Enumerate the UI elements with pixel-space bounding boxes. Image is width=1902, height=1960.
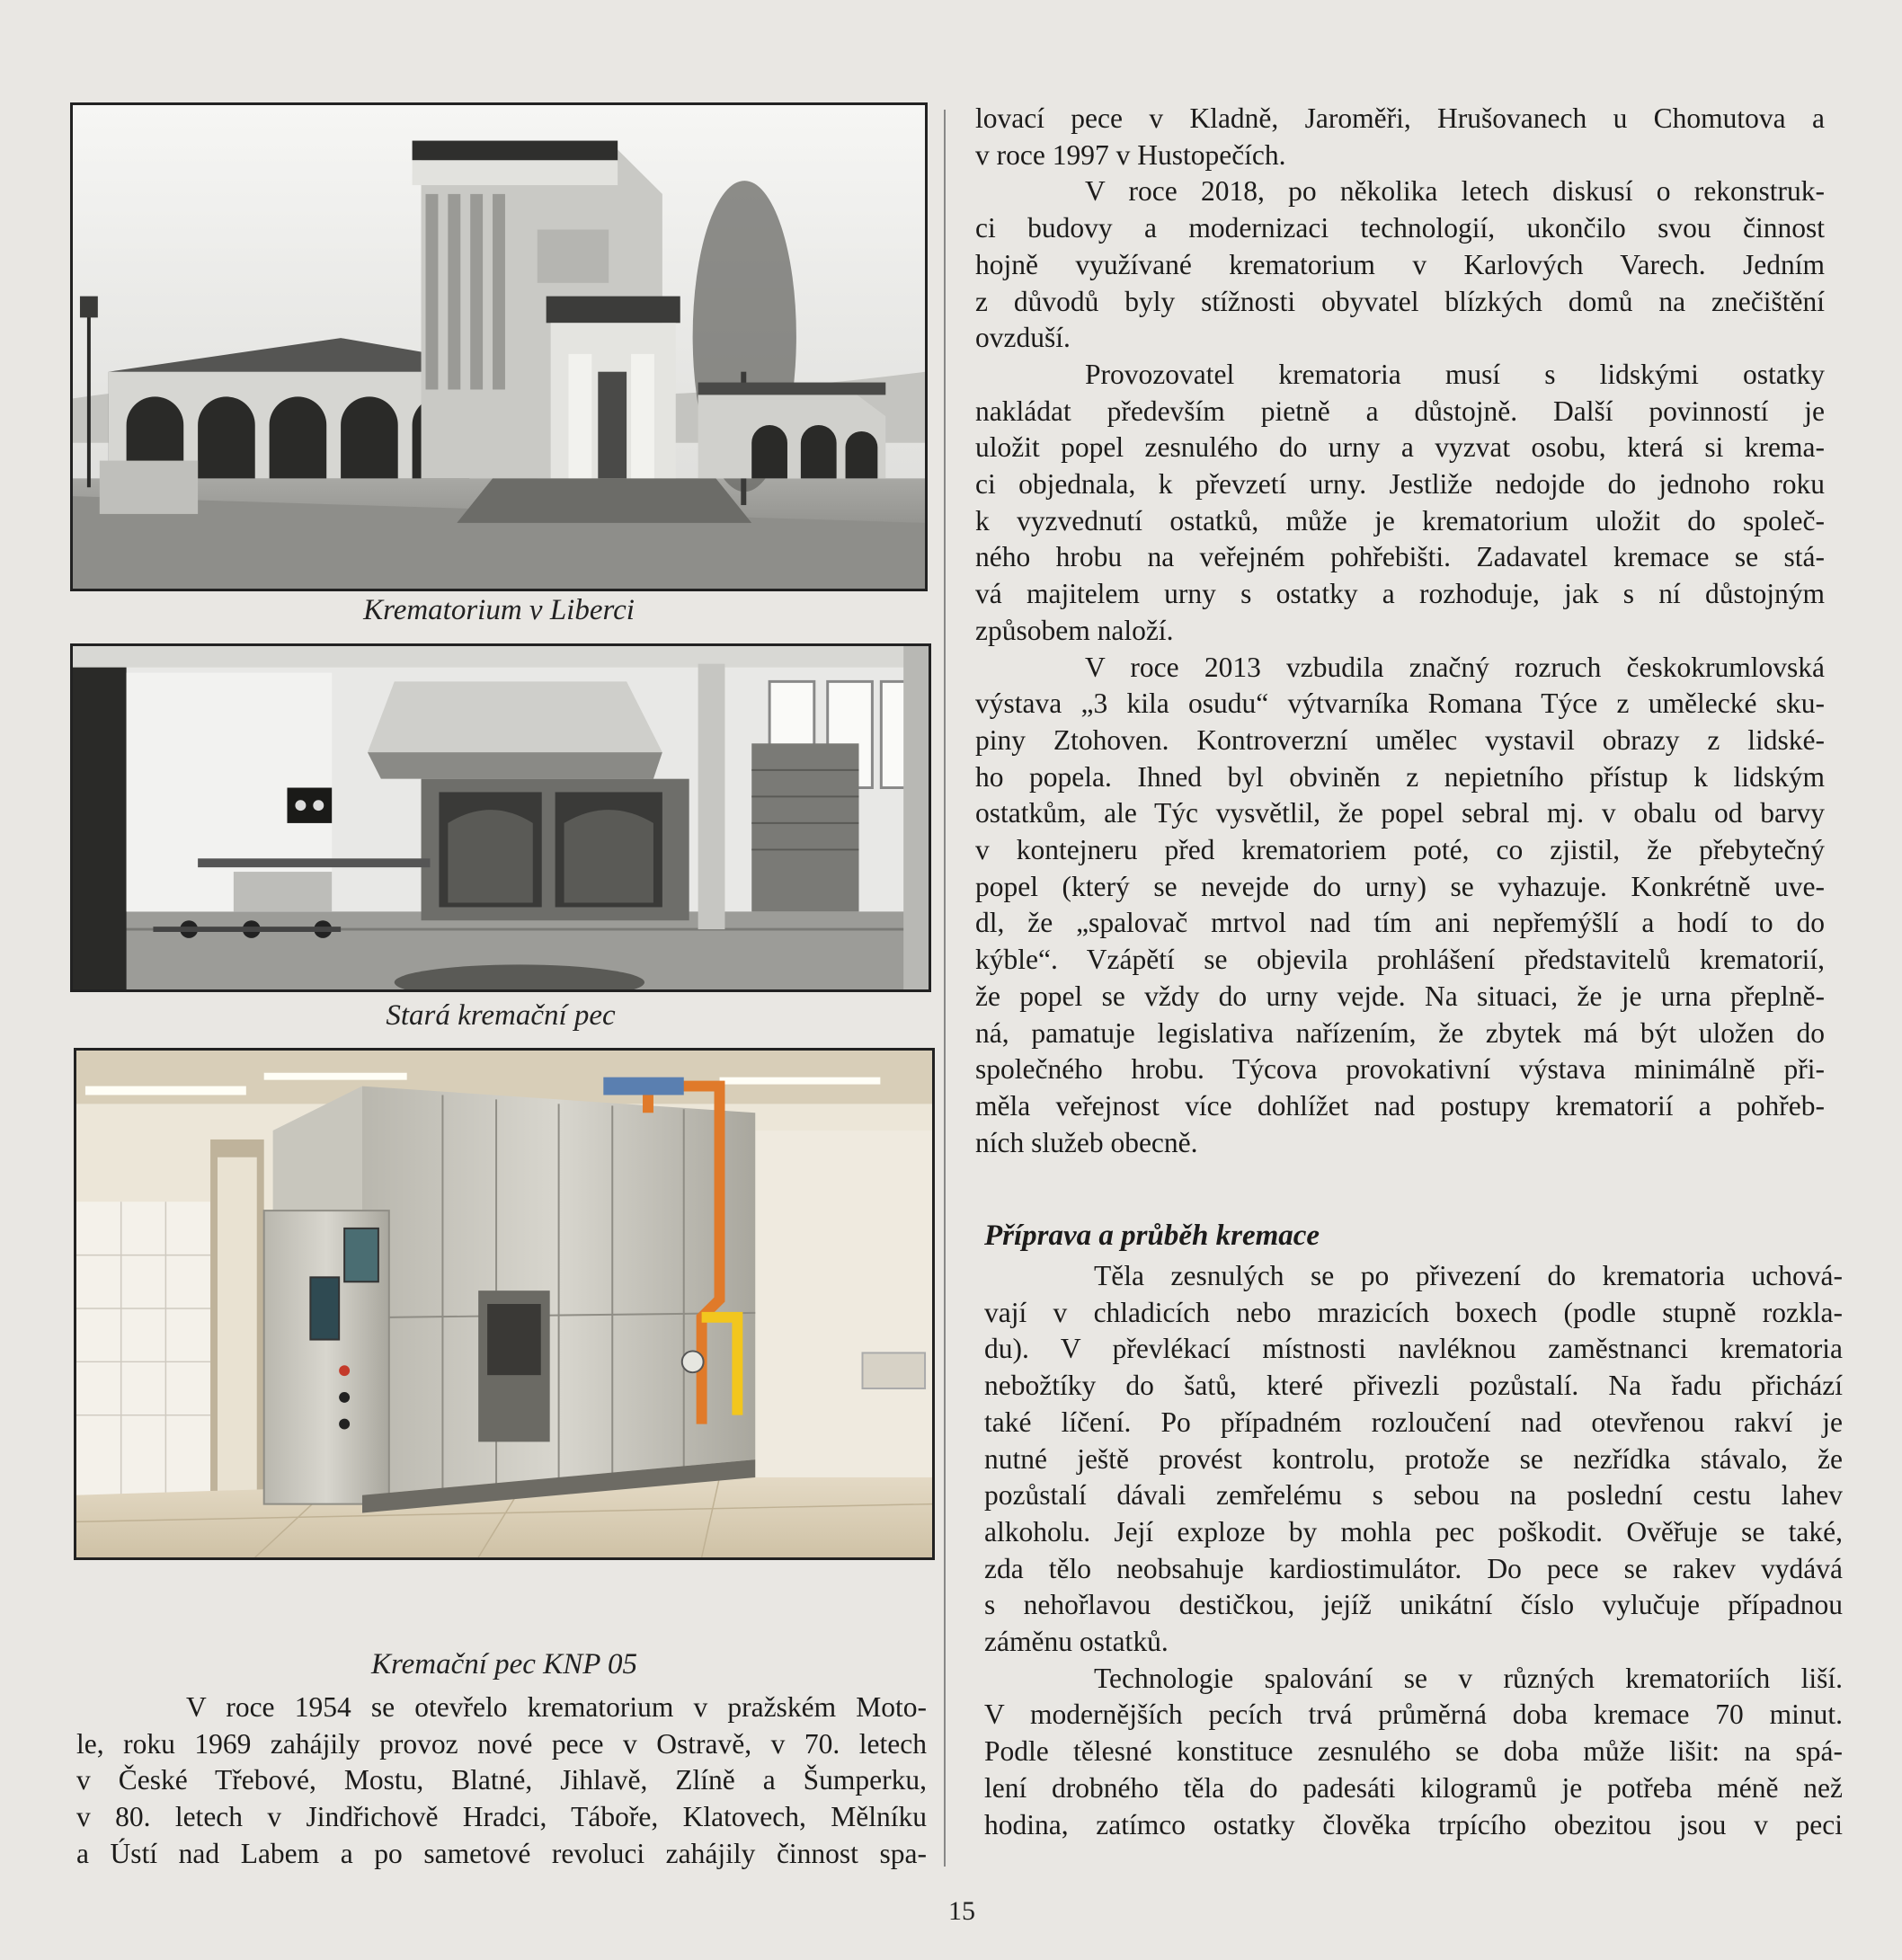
text-line: s nehořlavou destičkou, jejíž unikátní číslo vylučuje případnou bbox=[984, 1589, 1843, 1621]
text-line: Podle tělesné konstituce zesnulého se doba může lišit: na spá- bbox=[984, 1735, 1843, 1768]
text-line: popel (který se nevejde do urny) se vyhazuje. Konkrétně uve- bbox=[975, 870, 1825, 902]
text-line: kýble“. Vzápětí se objevila prohlášení představitelů krematorií, bbox=[975, 944, 1825, 976]
text-line: uložit popel zesnulého do urny a vyzvat osobu, která si krema- bbox=[975, 431, 1825, 464]
text-line: nebožtíky do šatů, které přivezli pozůstalí. Na řadu přichází bbox=[984, 1370, 1843, 1402]
text-line: výstava „3 kila osudu“ výtvarníka Romana Týce z umělecké sku- bbox=[975, 687, 1825, 720]
figure-caption-1: Krematorium v Liberci bbox=[363, 594, 635, 626]
text-line: Technologie spalování se v různých krematoriích liší. bbox=[1094, 1662, 1843, 1694]
right-column-text-top bbox=[975, 101, 1825, 1161]
text-line: ho popela. Ihned byl obviněn z nepietního přístup k lidským bbox=[975, 760, 1825, 793]
left-column-text bbox=[76, 1690, 927, 1873]
text-line: ních služeb obecně. bbox=[975, 1126, 1198, 1158]
text-line: V roce 2018, po několika letech diskusí o rekonstruk- bbox=[1085, 175, 1825, 208]
text-line: hojně využívané krematorium v Karlových Varech. Jedním bbox=[975, 248, 1825, 280]
text-line: V roce 1954 se otevřelo krematorium v pražském Moto- bbox=[186, 1691, 927, 1723]
text-line: nutné ještě provést kontrolu, protože se nezřídka stávalo, že bbox=[984, 1442, 1843, 1475]
modern-oven-illustration bbox=[76, 1051, 932, 1557]
text-line: ná, pamatuje legislativa nařízením, že zbytek má být uložen do bbox=[975, 1016, 1825, 1049]
text-line: ci budovy a modernizaci technologií, ukončilo svou činnost bbox=[975, 212, 1825, 244]
text-line: společného hrobu. Týcova provokativní výstava minimálně při- bbox=[975, 1053, 1825, 1086]
old-oven-illustration bbox=[73, 646, 929, 989]
text-line: V roce 2013 vzbudila značný rozruch českokrumlovská bbox=[1085, 651, 1825, 683]
text-line: ci objednala, k převzetí urny. Jestliže nedojde do jednoho roku bbox=[975, 468, 1825, 501]
photo-crematorium-liberec bbox=[70, 102, 928, 591]
text-line: ostatkům, ale Týc vysvětlil, že popel sebral mj. v obalu od barvy bbox=[975, 797, 1825, 829]
text-line: vají v chladicích nebo mrazicích boxech (podle stupně rozkla- bbox=[984, 1296, 1843, 1328]
text-line: způsobem naloží. bbox=[975, 614, 1174, 646]
text-line: v kontejneru před krematoriem poté, co zjistil, že přebytečný bbox=[975, 834, 1825, 866]
figure-caption-3: Kremační pec KNP 05 bbox=[370, 1648, 638, 1681]
text-line: le, roku 1969 zahájily provoz nové pece v Ostravě, v 70. letech bbox=[76, 1727, 927, 1760]
text-line: piny Ztohoven. Kontroverzní umělec vystavil obrazy z lidské- bbox=[975, 723, 1825, 756]
text-line: Provozovatel krematoria musí s lidskými ostatky bbox=[1085, 358, 1825, 390]
text-line: k vyzvednutí ostatků, může je krematorium uložit do společ- bbox=[975, 504, 1825, 537]
text-line: nakládat především pietně a důstojně. Další povinností je bbox=[975, 395, 1825, 427]
text-line: vá majitelem urny s ostatky a rozhoduje, jak s ní důstojným bbox=[975, 578, 1825, 610]
text-line: ovzduší. bbox=[975, 322, 1071, 354]
text-line: v 80. letech v Jindřichově Hradci, Táboře, Klatovech, Mělníku bbox=[76, 1801, 927, 1833]
photo-old-cremation-oven bbox=[70, 643, 931, 992]
text-line: lovací pece v Kladně, Jaroměři, Hrušovanech u Chomutova a bbox=[975, 102, 1825, 134]
text-line: dl, že „spalovač mrtvol nad tím ani nepřemýšlí a hodí to do bbox=[975, 907, 1825, 939]
text-line: z důvodů byly stížnosti obyvatel blízkých domů na znečištění bbox=[975, 285, 1825, 317]
crematorium-illustration bbox=[73, 105, 925, 589]
text-line: ného hrobu na veřejném pohřebišti. Zadavatel kremace se stá- bbox=[975, 541, 1825, 573]
page-number: 15 bbox=[948, 1896, 975, 1926]
text-line: a Ústí nad Labem a po sametové revoluci zahájily činnost spa- bbox=[76, 1837, 927, 1869]
text-line: alkoholu. Její exploze by mohla pec poškodit. Ověřuje se také, bbox=[984, 1515, 1843, 1548]
text-line: pozůstalí dávali zemřelému s sebou na poslední cestu lahev bbox=[984, 1479, 1843, 1512]
text-line: V modernějších pecích trvá průměrná doba kremace 70 minut. bbox=[984, 1698, 1843, 1731]
text-line: že popel se vždy do urny vejde. Na situaci, že je urna přeplně- bbox=[975, 980, 1825, 1012]
column-divider bbox=[944, 110, 946, 1867]
text-line: zda tělo neobsahuje kardiostimulátor. Do pece se rakev vydává bbox=[984, 1552, 1843, 1584]
text-line: také líčení. Po případném rozloučení nad otevřenou rakví je bbox=[984, 1406, 1843, 1438]
text-line: lení drobného těla do padesáti kilogramů je potřeba méně než bbox=[984, 1771, 1843, 1804]
figure-caption-2: Stará kremační pec bbox=[386, 999, 616, 1032]
text-line: měla veřejnost více dohlížet nad postupy krematorií a pohřeb- bbox=[975, 1089, 1825, 1122]
photo-cremation-oven-knp05 bbox=[74, 1048, 935, 1560]
text-line: du). V převlékací místnosti navléknou zaměstnanci krematoria bbox=[984, 1333, 1843, 1365]
text-line: Těla zesnulých se po přivezení do krematoria uchová- bbox=[1094, 1260, 1843, 1291]
section-heading: Příprava a průběh kremace bbox=[984, 1219, 1320, 1252]
text-line: v roce 1997 v Hustopečích. bbox=[975, 138, 1286, 171]
text-line: hodina, zatímco ostatky člověka trpícího obezitou jsou v peci bbox=[984, 1808, 1843, 1840]
text-line: záměnu ostatků. bbox=[984, 1626, 1169, 1658]
text-line: v České Třebové, Mostu, Blatné, Jihlavě, Zlíně a Šumperku, bbox=[76, 1764, 927, 1796]
right-column-text-bottom bbox=[984, 1258, 1843, 1843]
